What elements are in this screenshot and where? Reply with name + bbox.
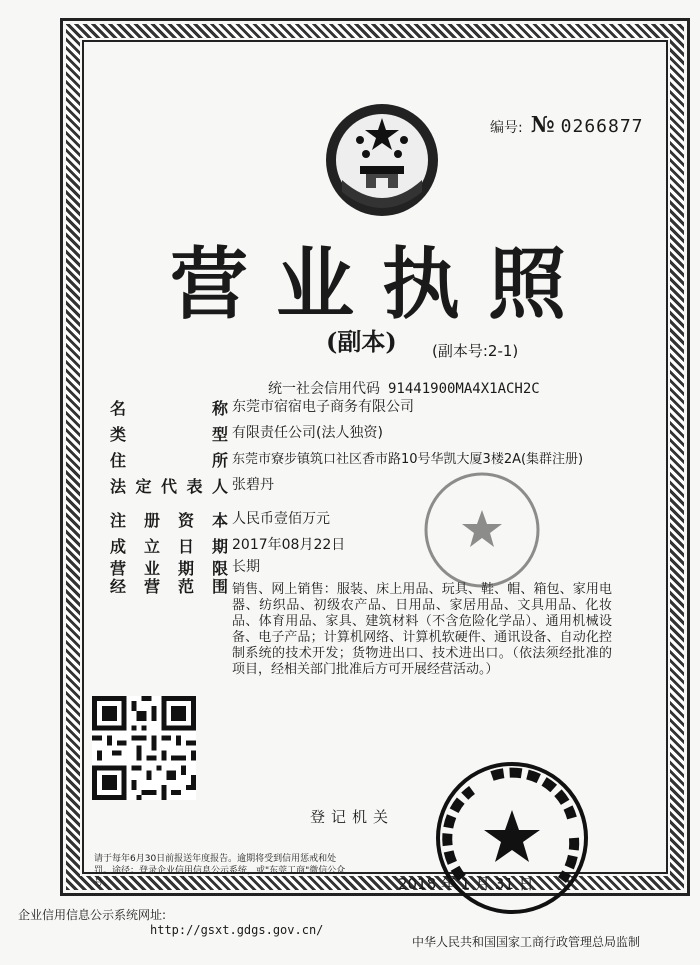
field-key-char: 业	[143, 559, 160, 578]
field-key-char: 本	[211, 511, 228, 530]
credit-code-label: 统一社会信用代码	[268, 381, 380, 397]
document-title: 营业执照	[170, 239, 595, 330]
company-seal-icon	[422, 470, 542, 590]
field-key-char: 营	[110, 559, 127, 578]
serial-no-mark: №	[530, 112, 555, 138]
field-key-char: 经	[110, 577, 127, 596]
field-key-char: 资	[177, 511, 194, 530]
field-key-char: 名	[110, 399, 127, 418]
field-key-char: 期	[211, 537, 228, 556]
credit-code-value: 91441900MA4X1ACH2C	[388, 381, 540, 397]
field-key-char: 定	[135, 477, 152, 496]
field-key-char: 所	[211, 451, 228, 470]
national-emblem-icon	[322, 100, 442, 220]
field-key-char: 法	[110, 477, 127, 496]
field-key-char: 营	[143, 577, 160, 596]
field-key-char: 型	[211, 425, 228, 444]
field-key-char: 称	[211, 399, 228, 418]
registration-authority-seal-icon	[432, 758, 592, 918]
annual-report-notice: 请于每年6月30日前报送年度报告。逾期将受到信用惩戒和处罚。途径：登录企业信用信息公示系统，或"东莞工商"微信公众号。	[94, 854, 346, 888]
field-key-char: 范	[177, 577, 194, 596]
field-key-legal-rep	[110, 474, 228, 497]
field-value-established: 2017年08月22日	[232, 537, 346, 553]
field-key-name	[110, 396, 228, 419]
field-value-capital: 人民币壹佰万元	[232, 511, 330, 527]
registrar-label: 登记机关	[310, 808, 395, 826]
footer-url: http://gsxt.gdgs.gov.cn/	[150, 923, 324, 937]
credit-code	[268, 378, 540, 398]
field-key-char: 册	[143, 511, 160, 530]
field-key-capital	[110, 508, 228, 531]
field-value-name: 东莞市宿宿电子商务有限公司	[232, 399, 414, 415]
field-key-char: 限	[211, 559, 228, 578]
field-key-established	[110, 534, 228, 557]
field-key-char: 住	[110, 451, 127, 470]
serial-label: 编号:	[490, 120, 523, 136]
field-key-address	[110, 448, 228, 471]
copy-number: (副本号:2-1)	[432, 342, 519, 360]
document-subtitle: (副本)	[326, 327, 397, 356]
business-scope-text: 销售、网上销售：服装、床上用品、玩具、鞋、帽、箱包、家用电器、纺织品、初级农产品、日用品、家居用品、文具用品、化妆品、体育用品、家具、建筑材料（不含危险化学品）、通用机械设备、电子产品；计算机网络、计算机软硬件、通讯设备、自动化控制系统的技术开发；货物进出口、技术进出口。（依法须经批准的项目，经相关部门批准后方可开展经营活动。）	[232, 582, 612, 677]
footer-authority: 中华人民共和国国家工商行政管理总局监制	[412, 935, 641, 949]
serial-number	[490, 112, 644, 138]
footer-system-label: 企业信用信息公示系统网址:	[18, 908, 167, 922]
serial-value: 0266877	[560, 116, 644, 137]
field-key-char: 代	[160, 477, 177, 496]
field-value-address: 东莞市寮步镇筑口社区香市路10号华凯大厦3楼2A(集群注册)	[232, 452, 584, 467]
field-key-char: 表	[186, 477, 203, 496]
issue-date: 2018 年 1 月 31 日	[398, 875, 534, 893]
field-key-char: 注	[110, 511, 127, 530]
field-value-type: 有限责任公司(法人独资)	[232, 425, 383, 441]
field-key-char: 日	[177, 537, 194, 556]
field-value-term: 长期	[232, 559, 260, 575]
field-key-char: 立	[143, 537, 160, 556]
field-key-char: 期	[177, 559, 194, 578]
qr-code-icon	[92, 696, 196, 800]
field-key-char: 类	[110, 425, 127, 444]
field-key-scope	[110, 574, 228, 597]
field-value-legal-rep: 张碧丹	[232, 477, 274, 493]
field-key-char: 围	[211, 577, 228, 596]
field-key-char: 人	[211, 477, 228, 496]
field-key-type	[110, 422, 228, 445]
field-key-char: 成	[110, 537, 127, 556]
